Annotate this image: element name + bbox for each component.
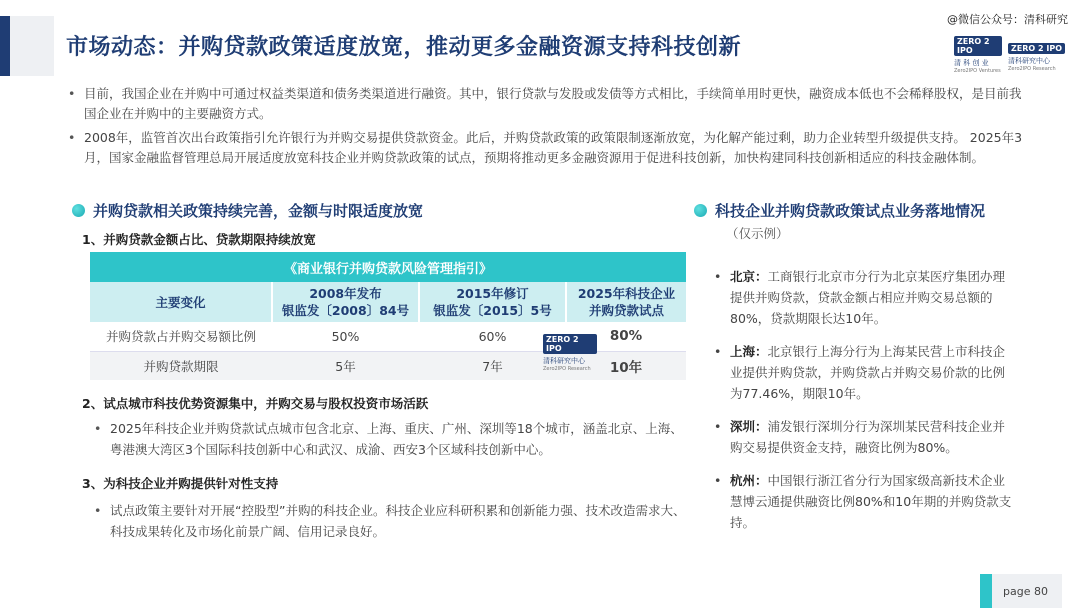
intro-section [66, 84, 1026, 172]
table-header [272, 282, 419, 322]
table-header-line: 2008年发布 [309, 286, 382, 301]
logo-en: Zero2IPO Ventures [954, 68, 1001, 74]
intro-bullet: • 目前，我国企业在并购中可通过权益类渠道和债务类渠道进行融资。其中，银行贷款与发股或发债等方式相比，手续简单用时更快，融资成本低也不会稀释股权，是目前我国企业在并购中的主要融资方式。 [66, 84, 1026, 124]
page-title: 市场动态：并购贷款政策适度放宽，推动更多金融资源支持科技创新 [66, 35, 742, 60]
zero2ipo-ventures-logo [954, 36, 1002, 74]
city-label: 杭州： [730, 473, 768, 488]
left-section-heading [72, 200, 423, 221]
list-item [714, 341, 1014, 404]
logo-mark: ZERO 2 IPO [1008, 43, 1065, 54]
logo-en: Zero2IPO Research [1008, 66, 1056, 72]
subheading-1: 1、并购贷款金额占比、贷款期限持续放宽 [82, 232, 316, 247]
subheading-3: 3、为科技企业并购提供针对性支持 [82, 476, 279, 491]
page-number-accent [980, 574, 992, 608]
logo-en: Zero2IPO Research [543, 366, 591, 372]
page-number: page 80 [1003, 585, 1048, 598]
logo-mark: ZERO 2 IPO [543, 334, 597, 354]
table-watermark-logo [543, 334, 597, 372]
logo-cn: 清 科 创 业 [954, 59, 989, 67]
table-cell-highlight: 80% [566, 322, 686, 351]
table-header-line: 并购贷款试点 [588, 303, 664, 318]
table-header-line: 银监发〔2008〕84号 [281, 303, 410, 318]
case-text: 中国银行浙江省分行为国家级高新技术企业慧博云通提供融资比例80%和10年期的并购贷款支持。 [730, 473, 1012, 530]
intro-bullet: • 2008年，监管首次出台政策指引允许银行为并购交易提供贷款资金。此后，并购贷款政策的政策限制逐渐放宽，为化解产能过剩，助力企业转型升级提供支持。 2025年3月，国家金融监督管理总局开展适度放宽科技企业并购贷款政策的试点，预期将推动更多金融资源用于促进科技创新，加快构建同科技创新相适应的科技金融体制。 [66, 128, 1026, 168]
list-item [714, 266, 1014, 329]
logo-cn: 清科研究中心 [1008, 57, 1050, 65]
list-item: • 2025年科技企业并购贷款试点城市包含北京、上海、重庆、广州、深圳等18个城市，涵盖北京、上海、粤港澳大湾区3个国际科技创新中心和武汉、成渝、西安3个区域科技创新中心。 [92, 418, 692, 460]
subheading-2: 2、试点城市科技优势资源集中，并购交易与股权投资市场活跃 [82, 396, 429, 411]
table-cell: 60% [419, 322, 566, 351]
title-band [10, 16, 54, 76]
table-cell: 并购贷款占并购交易额比例 [90, 322, 272, 351]
logo-cn: 清科研究中心 [543, 357, 585, 365]
subsection-2-text [92, 418, 692, 464]
right-subheading: （仅示例） [726, 226, 789, 241]
list-item [714, 416, 1014, 458]
table-cell-highlight: 10年 [566, 351, 686, 380]
case-text: 工商银行北京市分行为北京某医疗集团办理提供并购贷款，贷款金额占相应并购交易总额的80%，贷款期限长达10年。 [730, 269, 1006, 326]
zero2ipo-research-logo [1008, 36, 1068, 72]
table-header-line: 2025年科技企业 [577, 286, 676, 301]
list-item: • 试点政策主要针对开展“控股型”并购的科技企业。科技企业应科研积累和创新能力强、技术改造需求大、科技成果转化及市场化前景广阔、信用记录良好。 [92, 500, 692, 542]
right-section-heading [694, 200, 985, 221]
right-heading-text: 科技企业并购贷款政策试点业务落地情况 [715, 202, 986, 220]
pilot-cases-list [714, 266, 1014, 545]
table-header-line: 银监发〔2015〕5号 [433, 303, 552, 318]
city-label: 北京： [730, 269, 768, 284]
table-header: 主要变化 [90, 282, 272, 322]
bullet-dot-icon [694, 204, 707, 217]
case-text: 浦发银行深圳分行为深圳某民营科技企业并购交易提供资金支持，融资比例为80%。 [730, 419, 1006, 455]
table-cell: 50% [272, 322, 419, 351]
watermark: @微信公众号：清科研究 [947, 13, 1068, 26]
city-label: 深圳： [730, 419, 768, 434]
left-heading-text: 并购贷款相关政策持续完善，金额与时限适度放宽 [93, 202, 424, 220]
logo-mark: ZERO 2 IPO [954, 36, 1002, 56]
title-accent-bar [0, 16, 10, 76]
table-header-line: 2015年修订 [456, 286, 529, 301]
subsection-3-text [92, 500, 692, 546]
table-caption: 《商业银行并购贷款风险管理指引》 [90, 252, 686, 282]
case-text: 北京银行上海分行为上海某民营上市科技企业提供并购贷款，并购贷款占并购交易价款的比例为77.46%，期限10年。 [730, 344, 1006, 401]
table-cell: 并购贷款期限 [90, 351, 272, 380]
table-header [566, 282, 686, 322]
bullet-dot-icon [72, 204, 85, 217]
list-item [714, 470, 1014, 533]
city-label: 上海： [730, 344, 768, 359]
table-cell: 5年 [272, 351, 419, 380]
table-header [419, 282, 566, 322]
table-cell: 7年 [419, 351, 566, 380]
